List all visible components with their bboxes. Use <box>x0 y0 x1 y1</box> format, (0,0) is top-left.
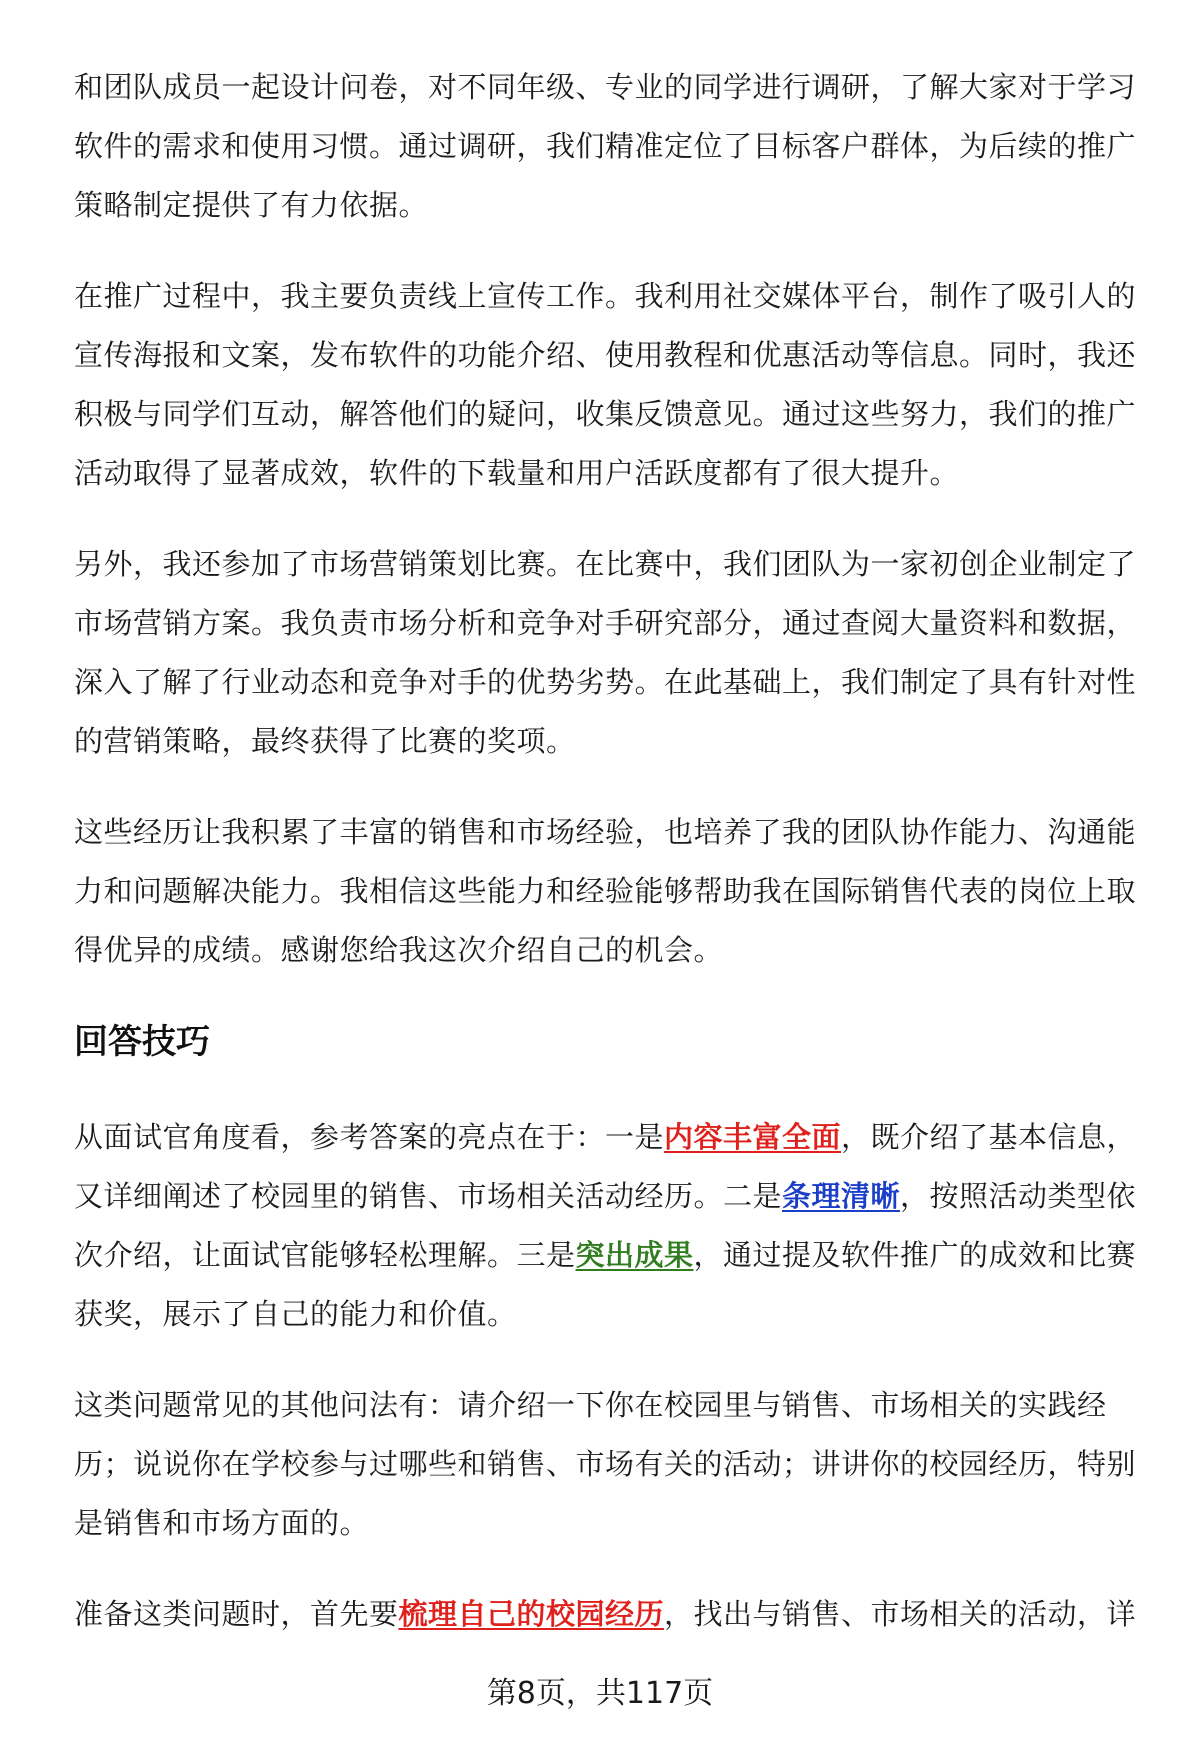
section-title: 回答技巧 <box>74 1022 210 1062</box>
document-page <box>74 58 1144 1676</box>
paragraph-survey: 和团队成员一起设计问卷，对不同年级、专业的同学进行调研，了解大家对于学习软件的需求和使用习惯。通过调研，我们精准定位了目标客户群体，为后续的推广策略制定提供了有力依据。 <box>74 70 1137 222</box>
paragraph-highlights <box>74 1108 1144 1344</box>
highlight-results: 突出成果 <box>575 1238 694 1272</box>
text-segment: ，找出与销售、市场相关的活动，详 <box>664 1597 1137 1631</box>
paragraph-alternative-questions: 这类问题常见的其他问法有：请介绍一下你在校园里与销售、市场相关的实践经历；说说你在学校参与过哪些和销售、市场有关的活动；讲讲你的校园经历，特别是销售和市场方面的。 <box>74 1388 1137 1540</box>
text-segment: ，通过提及软件推广的成效和比赛获奖，展示了自己的能力和价值。 <box>74 1238 1137 1331</box>
paragraph-summary: 这些经历让我积累了丰富的销售和市场经验，也培养了我的团队协作能力、沟通能力和问题解决能力。我相信这些能力和经验能够帮助我在国际销售代表的岗位上取得优异的成绩。感谢您给我这次介绍自己的机会。 <box>74 815 1137 967</box>
paragraph-preparation <box>74 1585 1144 1644</box>
text-segment: ，按照活动类型依次介绍，让面试官能够轻松理解。三是 <box>74 1179 1137 1272</box>
page-number: 第8页，共117页 <box>486 1676 714 1711</box>
highlight-sort-experience: 梳理自己的校园经历 <box>398 1597 665 1631</box>
paragraph-promotion: 在推广过程中，我主要负责线上宣传工作。我利用社交媒体平台，制作了吸引人的宣传海报和文案，发布软件的功能介绍、使用教程和优惠活动等信息。同时，我还积极与同学们互动，解答他们的疑问，收集反馈意见。通过这些努力，我们的推广活动取得了显著成效，软件的下载量和用户活跃度都有了很大提升。 <box>74 279 1137 490</box>
text-segment: 准备这类问题时，首先要 <box>74 1597 399 1631</box>
highlight-clear-structure: 条理清晰 <box>782 1179 901 1213</box>
paragraph-competition: 另外，我还参加了市场营销策划比赛。在比赛中，我们团队为一家初创企业制定了市场营销方案。我负责市场分析和竞争对手研究部分，通过查阅大量资料和数据，深入了解了行业动态和竞争对手的优势劣势。在此基础上，我们制定了具有针对性的营销策略，最终获得了比赛的奖项。 <box>74 547 1137 758</box>
text-segment: 从面试官角度看，参考答案的亮点在于：一是 <box>74 1120 665 1154</box>
text-segment: ，既介绍了基本信息，又详细阐述了校园里的销售、市场相关活动经历。二是 <box>74 1120 1137 1213</box>
highlight-rich-content: 内容丰富全面 <box>664 1120 842 1154</box>
